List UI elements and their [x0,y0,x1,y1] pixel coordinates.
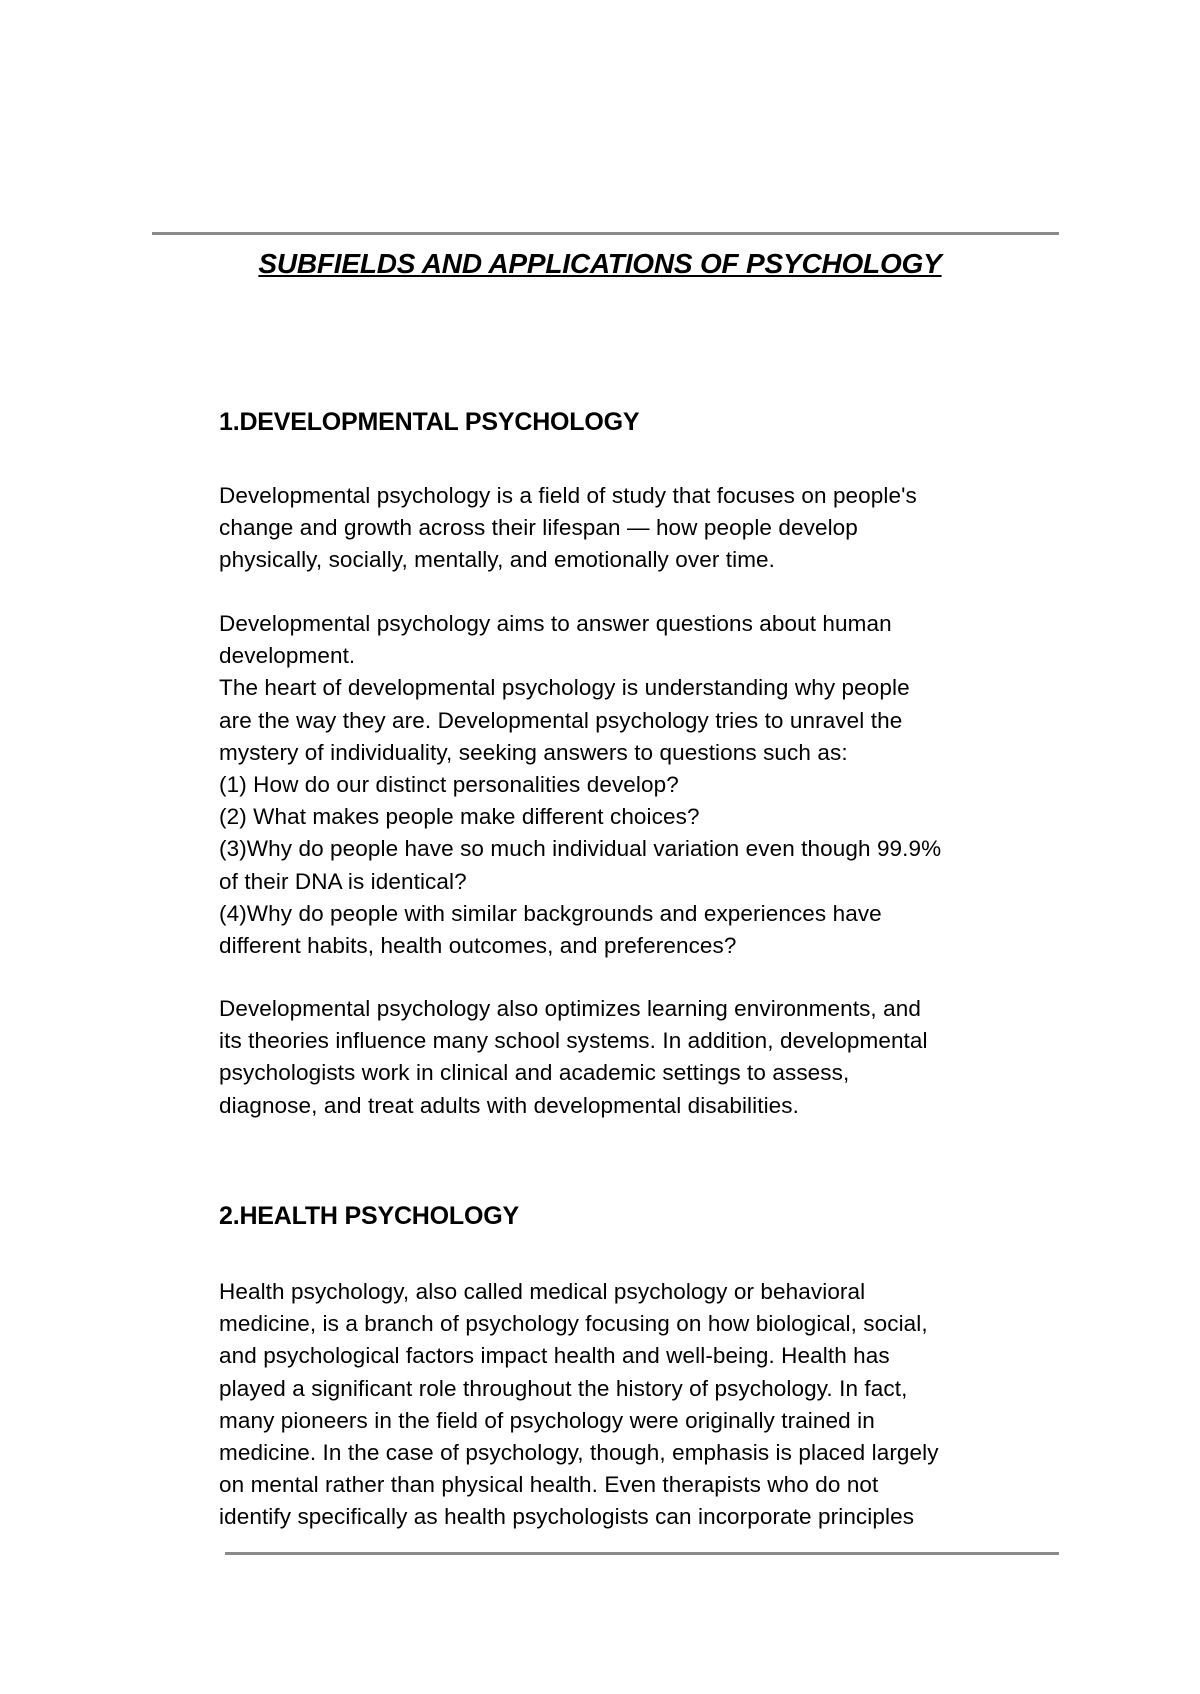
document-title: SUBFIELDS AND APPLICATIONS OF PSYCHOLOGY [258,248,942,279]
question-item: (1) How do our distinct personalities develop? [219,772,679,798]
text-line: many pioneers in the field of psychology were originally trained in [219,1407,875,1433]
text-line: physically, socially, mentally, and emotionally over time. [219,547,776,573]
text-line: its theories influence many school systems. In addition, developmental [219,1028,928,1054]
section-heading-developmental: 1.DEVELOPMENTAL PSYCHOLOGY [219,408,640,436]
developmental-paragraph-1 [219,480,1079,577]
text-line: Developmental psychology aims to answer questions about human [219,611,892,636]
text-line: medicine. In the case of psychology, though, emphasis is placed largely [219,1440,939,1466]
text-line: identify specifically as health psychologists can incorporate principles [219,1504,915,1530]
text-line: Developmental psychology is a field of study that focuses on people's [219,483,917,508]
text-line: of their DNA is identical? [219,868,467,894]
question-item: (4)Why do people with similar backgrounds and experiences have [219,900,882,926]
text-line: medicine, is a branch of psychology focusing on how biological, social, [219,1311,928,1337]
developmental-paragraph-3 [219,993,1079,1122]
section-heading-health: 2.HEALTH PSYCHOLOGY [219,1202,519,1230]
health-paragraph-1 [219,1276,1079,1534]
text-line: The heart of developmental psychology is understanding why people [219,675,910,701]
text-line: diagnose, and treat adults with developmental disabilities. [219,1092,800,1118]
developmental-paragraph-2 [219,608,1079,962]
text-line: are the way they are. Developmental psychology tries to unravel the [219,707,903,733]
text-line: change and growth across their lifespan — how people develop [219,515,858,541]
text-line: psychologists work in clinical and academic settings to assess, [219,1060,850,1086]
text-line: and psychological factors impact health and well-being. Health has [219,1343,890,1369]
text-line: played a significant role throughout the history of psychology. In fact, [219,1375,908,1401]
text-line: on mental rather than physical health. Even therapists who do not [219,1472,879,1498]
text-line: Developmental psychology also optimizes learning environments, and [219,996,921,1021]
question-item: (3)Why do people have so much individual variation even though 99.9% [219,836,942,862]
top-divider [152,232,1059,235]
text-line: development. [219,643,356,669]
bottom-divider [225,1552,1059,1555]
text-line: different habits, health outcomes, and preferences? [219,933,737,959]
text-line: Health psychology, also called medical psychology or behavioral [219,1279,866,1304]
text-line: mystery of individuality, seeking answers to questions such as: [219,739,848,765]
question-item: (2) What makes people make different choices? [219,804,700,830]
